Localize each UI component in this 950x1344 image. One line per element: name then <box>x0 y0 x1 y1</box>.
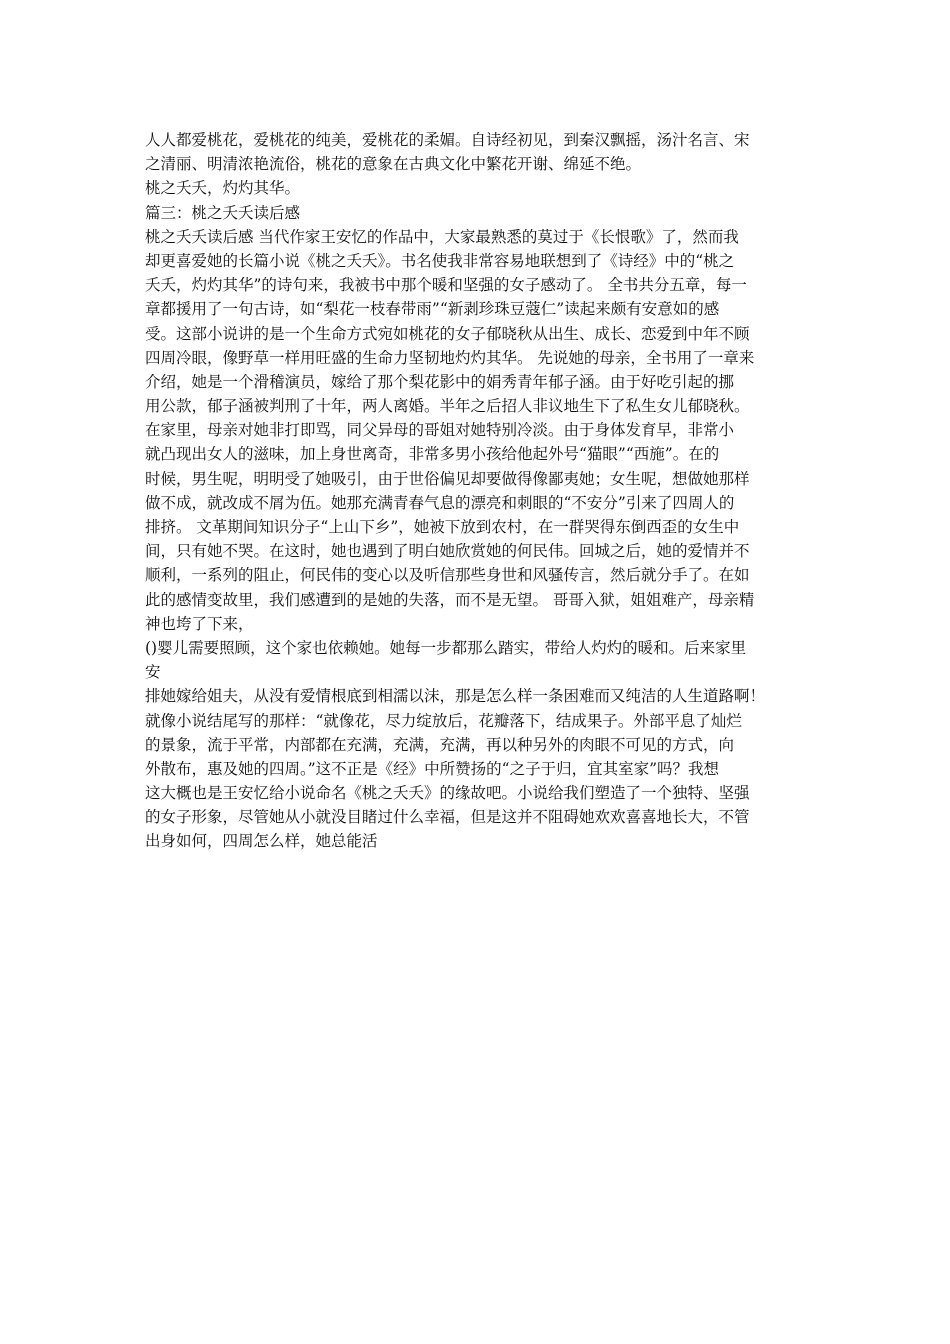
text-line: 的景象，流于平常，内部都在充满，充满，充满，再以种另外的肉眼不可见的方式，向 <box>145 735 735 754</box>
text-line: 介绍，她是一个滑稽演员，嫁给了那个梨花影中的娟秀青年郁子涵。由于好吃引起的挪 <box>145 372 735 391</box>
text-line: 人人都爱桃花，爱桃花的纯美，爱桃花的柔媚。自诗经初见，到秦汉飘摇，汤汁名言、宋 <box>145 131 750 149</box>
text-line: 顺利，一系列的阻止，何民伟的变心以及听信那些身世和风骚传言，然后就分手了。在如 <box>145 566 750 585</box>
text-line: 神也垮了下来， <box>145 614 254 633</box>
text-line: ()婴儿需要照顾，这个家也依赖她。她每一步都那么踏实，带给人灼灼的暖和。后来家里 <box>145 638 747 657</box>
text-line: 夭夭，灼灼其华”的诗句来，我被书中那个暖和坚强的女子感动了。 全书共分五章，每一 <box>145 276 747 295</box>
text-line: 间，只有她不哭。在这时，她也遇到了明白她欣赏她的何民伟。回城之后，她的爱情并不 <box>145 542 750 561</box>
text-line: 排她嫁给姐夫，从没有爱情根底到相濡以沫，那是怎么样一条困难而又纯洁的人生道路啊！ <box>145 687 766 706</box>
text-line: 出身如何，四周怎么样，她总能活 <box>145 832 378 851</box>
text-line: 就像小说结尾写的那样：“就像花，尽力绽放后，花瓣落下，结成果子。外部平息了灿烂 <box>145 711 742 730</box>
text-line: 在家里，母亲对她非打即骂，同父异母的哥姐对她特别冷淡。由于身体发育早，非常小 <box>145 421 735 440</box>
text-line: 时候，男生呢，明明受了她吸引，由于世俗偏见却要做得像鄙夷她；女生呢，想做她那样 <box>145 469 750 488</box>
text-line: 做不成，就改成不屑为伍。她那充满青春气息的漂亮和刺眼的“不安分”引来了四周人的 <box>145 493 735 512</box>
text-line: 桃之夭夭读后感 当代作家王安忆的作品中，大家最熟悉的莫过于《长恨歌》了，然而我 <box>145 227 739 246</box>
text-line: 的女子形象，尽管她从小就没目睹过什么幸福，但是这并不阻碍她欢欢喜喜地长大，不管 <box>145 808 750 827</box>
text-line: 受。这部小说讲的是一个生命方式宛如桃花的女子郁晓秋从出生、成长、恋爱到中年不顾 <box>145 324 750 343</box>
text-line: 之清丽、明清浓艳流俗，桃花的意象在古典文化中繁花开谢、绵延不绝。 <box>145 155 642 174</box>
text-line: 却更喜爱她的长篇小说《桃之夭夭》。书名使我非常容易地联想到了《诗经》中的“桃之 <box>145 251 735 270</box>
text-line: 此的感情变故里，我们感遭到的是她的失落，而不是无望。 哥哥入狱，姐姐难产，母亲精 <box>145 590 755 609</box>
section-heading: 篇三：桃之夭夭读后感 <box>145 203 301 222</box>
text-line: 用公款，郁子涵被判刑了十年，两人离婚。半年之后招人非议地生下了私生女儿郁晓秋。 <box>145 397 750 416</box>
text-line: 就凸现出女人的滋味，加上身世离奇，非常多男小孩给他起外号“猫眼”“西施”。在的 <box>145 445 720 464</box>
text-line: 桃之夭夭，灼灼其华。 <box>145 179 301 198</box>
text-line: 外散布，惠及她的四周。”这不正是《经》中所赞扬的“之子于归，宜其室家”吗？我想 <box>145 759 720 778</box>
text-line: 排挤。 文革期间知识分子“上山下乡”，她被下放到农村，在一群哭得东倒西歪的女生中 <box>145 518 740 536</box>
text-line: 这大概也是王安忆给小说命名《桃之夭夭》的缘故吧。小说给我们塑造了一个独特、坚强 <box>145 784 750 803</box>
document-body <box>145 128 825 854</box>
text-line: 安 <box>145 663 161 682</box>
text-line: 章都援用了一句古诗，如“梨花一枝春带雨”“新剥珍珠豆蔻仁”读起来颇有安意如的感 <box>145 300 720 319</box>
text-line: 四周冷眼，像野草一样用旺盛的生命力坚韧地灼灼其华。 先说她的母亲，全书用了一章来 <box>145 348 755 367</box>
